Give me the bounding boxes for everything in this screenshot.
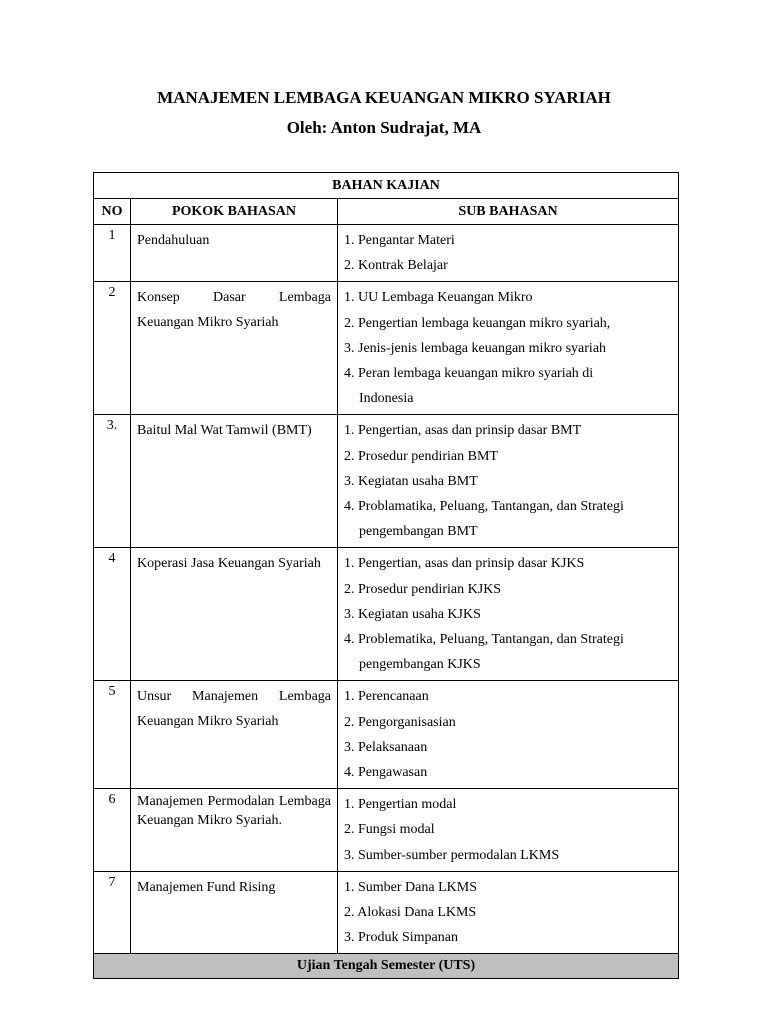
header-sub-bahasan: SUB BAHASAN [338, 199, 679, 225]
sub-bahasan-item: 2. Alokasi Dana LKMS [344, 905, 477, 921]
sub-bahasan-item-continuation: pengembangan KJKS [359, 657, 481, 673]
sub-bahasan-list [338, 872, 678, 954]
row-number: 2 [94, 282, 131, 415]
sub-bahasan-item: 2. Prosedur pendirian BMT [344, 448, 498, 464]
sub-bahasan-item: 3. Kegiatan usaha BMT [344, 473, 478, 489]
document-title: MANAJEMEN LEMBAGA KEUANGAN MIKRO SYARIAH [157, 88, 611, 107]
sub-bahasan-item: 3. Pelaksanaan [344, 739, 428, 755]
sub-bahasan-list [338, 789, 678, 871]
sub-bahasan-item: 2. Kontrak Belajar [344, 258, 448, 274]
table-row [94, 548, 679, 681]
bahan-kajian-table [93, 172, 679, 979]
sub-bahasan-item: 2. Pengertian lembaga keuangan mikro syariah, [344, 315, 611, 331]
uts-label: Ujian Tengah Semester (UTS) [94, 954, 679, 979]
sub-bahasan-item: 1. Pengertian modal [344, 797, 457, 813]
sub-bahasan-item: 3. Produk Simpanan [344, 930, 458, 946]
header-no: NO [94, 199, 131, 225]
sub-bahasan-item: 1. Pengertian, asas dan prinsip dasar BMT [344, 423, 582, 439]
sub-bahasan-item: 3. Jenis-jenis lembaga keuangan mikro syariah [344, 340, 607, 356]
sub-bahasan-item: 4. Pengawasan [344, 765, 428, 781]
table-row [94, 871, 679, 954]
document-author: Oleh: Anton Sudrajat, MA [286, 118, 482, 137]
table-row [94, 789, 679, 872]
sub-bahasan-item: 2. Prosedur pendirian KJKS [344, 581, 502, 597]
table-row [94, 681, 679, 789]
sub-bahasan-item: 1. Pengantar Materi [344, 233, 455, 248]
table-row [94, 415, 679, 548]
table-row [94, 225, 679, 282]
sub-bahasan-item: 4. Problamatika, Peluang, Tantangan, dan Strategi [344, 499, 624, 515]
sub-bahasan-item: 1. Sumber Dana LKMS [344, 879, 477, 895]
sub-bahasan-item: 2. Fungsi modal [344, 822, 435, 838]
sub-bahasan-item: 4. Peran lembaga keuangan mikro syariah di [344, 366, 594, 382]
sub-bahasan-list [338, 225, 678, 281]
sub-bahasan-item: 4. Problematika, Peluang, Tantangan, dan Strategi [344, 632, 624, 648]
row-number: 1 [94, 225, 131, 282]
row-number: 5 [94, 681, 131, 789]
pokok-bahasan: Manajemen Permodalan Lembaga Keuangan Mikro Syariah. [137, 794, 331, 829]
pokok-bahasan: Unsur Manajemen Lembaga Keuangan Mikro Syariah [137, 689, 331, 730]
row-number: 4 [94, 548, 131, 681]
header-pokok-bahasan: POKOK BAHASAN [131, 199, 338, 225]
sub-bahasan-item-continuation: Indonesia [359, 391, 414, 407]
row-number: 3. [94, 415, 131, 548]
sub-bahasan-item: 3. Kegiatan usaha KJKS [344, 606, 481, 622]
pokok-bahasan: Baitul Mal Wat Tamwil (BMT) [137, 423, 312, 439]
sub-bahasan-item: 1. Perencanaan [344, 689, 429, 705]
pokok-bahasan: Konsep Dasar Lembaga Keuangan Mikro Syariah [137, 290, 331, 331]
pokok-bahasan: Koperasi Jasa Keuangan Syariah [137, 556, 321, 572]
sub-bahasan-list [338, 681, 678, 788]
sub-bahasan-list [338, 415, 678, 547]
row-number: 7 [94, 871, 131, 954]
pokok-bahasan: Pendahuluan [137, 233, 210, 248]
row-number: 6 [94, 789, 131, 872]
pokok-bahasan: Manajemen Fund Rising [137, 879, 276, 895]
table-caption: BAHAN KAJIAN [94, 173, 679, 199]
sub-bahasan-list [338, 548, 678, 680]
uts-row [94, 954, 679, 979]
sub-bahasan-item-continuation: pengembangan BMT [359, 524, 478, 540]
sub-bahasan-list [338, 282, 678, 414]
table-row [94, 282, 679, 415]
sub-bahasan-item: 1. UU Lembaga Keuangan Mikro [344, 290, 533, 306]
sub-bahasan-item: 3. Sumber-sumber permodalan LKMS [344, 847, 560, 863]
sub-bahasan-item: 2. Pengorganisasian [344, 714, 456, 730]
sub-bahasan-item: 1. Pengertian, asas dan prinsip dasar KJKS [344, 556, 585, 572]
